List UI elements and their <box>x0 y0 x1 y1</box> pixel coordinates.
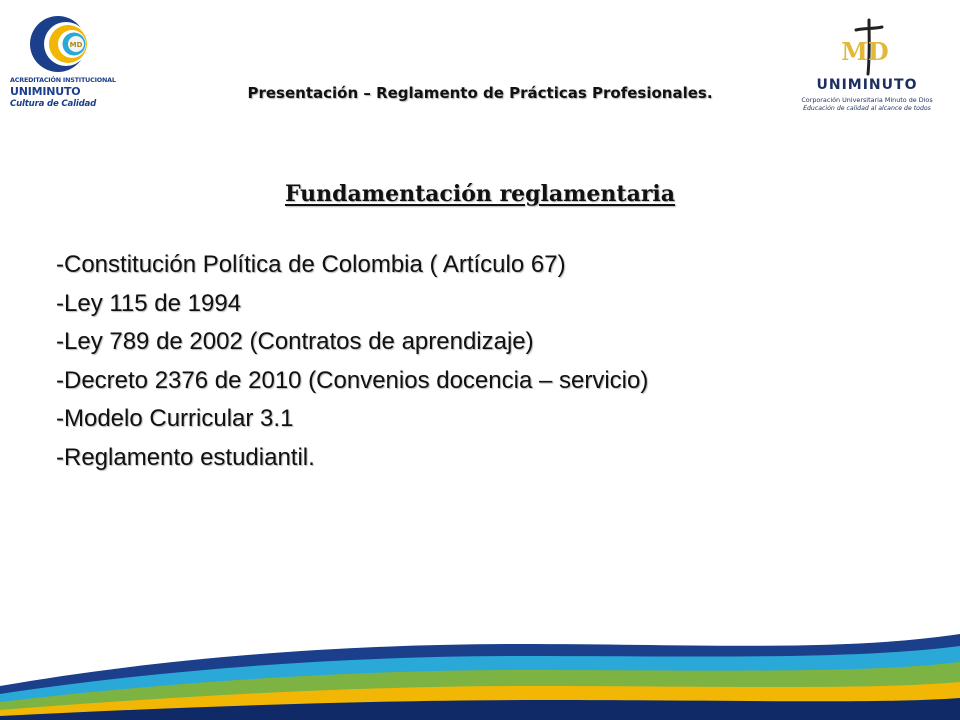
footer-wave-decoration <box>0 600 960 720</box>
logo-left-line3: Cultura de Calidad <box>10 99 97 109</box>
accreditation-emblem-icon <box>28 14 94 74</box>
list-item: -Ley 115 de 1994 <box>56 289 242 317</box>
logo-right-subtitle: Corporación Universitaria Minuto de Dios <box>801 96 933 104</box>
presentation-title: Presentación – Reglamento de Prácticas Profesionales. <box>247 84 713 102</box>
logo-right-mark-text: MD <box>841 37 889 66</box>
logo-left-mark-text: MD <box>69 41 83 49</box>
logo-left-line2: UNIMINUTO <box>10 85 81 98</box>
regulation-list <box>56 246 648 477</box>
logo-left-line1: ACREDITACIÓN INSTITUCIONAL <box>10 76 116 84</box>
accreditation-logo <box>10 14 114 110</box>
university-logo <box>800 18 934 122</box>
list-item: -Constitución Política de Colombia ( Artículo 67) <box>56 251 566 278</box>
list-item: -Decreto 2376 de 2010 (Convenios docencia – servicio) <box>56 366 649 394</box>
list-item: -Ley 789 de 2002 (Contratos de aprendizaje) <box>56 328 534 355</box>
cross-md-emblem-icon <box>838 18 896 76</box>
list-item: -Reglamento estudiantil. <box>56 443 315 471</box>
section-title: Fundamentación reglamentaria <box>284 181 676 207</box>
logo-right-name: UNIMINUTO <box>816 77 918 93</box>
list-item: -Modelo Curricular 3.1 <box>56 405 294 432</box>
logo-right-tagline: Educación de calidad al alcance de todos <box>803 105 931 112</box>
